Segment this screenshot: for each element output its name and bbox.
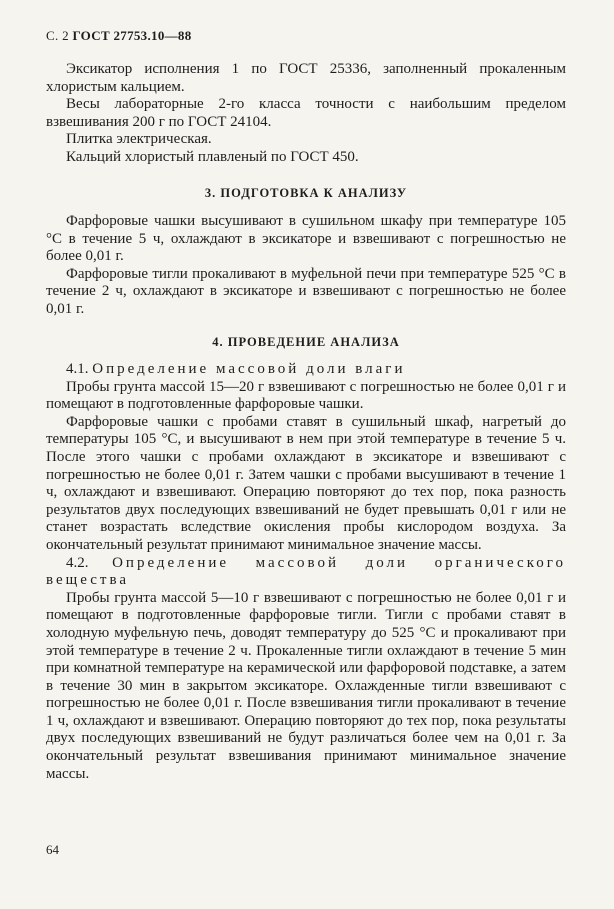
subsection-4-1-heading	[46, 361, 566, 379]
subsection-title: Определение массовой доли влаги	[92, 361, 406, 377]
equipment-list	[46, 61, 566, 167]
subsection-4-2-heading	[46, 555, 566, 590]
equipment-item: Кальций хлористый плавленый по ГОСТ 450.	[66, 148, 359, 165]
equipment-item: Эксикатор исполнения 1 по ГОСТ 25336, заполненный прокаленным хлористым кальцием.	[46, 61, 566, 95]
page-header	[46, 28, 192, 44]
paragraph: Пробы грунта массой 15—20 г взвешивают с погрешностью не более 0,01 г и помещают в подготовленные фарфоровые чашки.	[46, 378, 566, 413]
paragraph: Пробы грунта массой 5—10 г взвешивают с погрешностью не более 0,01 г и помещают в подготовленные фарфоровые тигли. Тигли с пробами ставят в холодную муфельную печь, доводят температуру до 525 °С и прокаливают при этой температуре в течение 2 ч. Прокаленные тигли охлаждают в течение 5 мин при комнатной температуре на керамической или фарфоровой подставке, а затем в течение 30 мин в закрытом эксикаторе. Охлажденные тигли взвешивают с погрешностью не более 0,01 г. После взвешивания тигли прокаливают в течение 1 ч, охлаждают и взвешивают. Операцию повторяют до тех пор, пока результаты двух последующих взвешиваний не будут различаться более чем на 0,01 г. За окончательный результат взвешивания принимают минимальное значение массы.	[46, 589, 566, 782]
standard-code: ГОСТ 27753.10—88	[72, 28, 192, 43]
subsection-number: 4.1.	[66, 361, 89, 377]
page-number: 64	[46, 842, 59, 857]
paragraph: Фарфоровые тигли прокаливают в муфельной печи при температуре 525 °С в течение 2 ч, охлаждают в эксикаторе и взвешивают с погрешностью не более 0,01 г.	[46, 265, 566, 317]
paragraph: Фарфоровые чашки с пробами ставят в сушильный шкаф, нагретый до температуры 105 °С, и высушивают в нем при этой температуре в течение 5 ч. После этого чашки с пробами охлаждают в эксикаторе и взвешивают с погрешностью не более 0,01 г. Затем чашки с пробами высушивают в течение 1 ч, охлаждают и взвешивают. Операцию повторяют до тех пор, пока разность результатов двух последующих взвешиваний не будет превышать 0,01 г или не станет возрастать вследствие окисления пробы кислородом воздуха. За окончательный результат принимают минимальное значение массы.	[46, 413, 566, 553]
section-3-title: 3. ПОДГОТОВКА К АНАЛИЗУ	[204, 186, 408, 200]
section-4-body	[46, 361, 566, 783]
section-3-body	[46, 213, 566, 319]
equipment-item: Весы лабораторные 2-го класса точности с наибольшим пределом взвешивания 200 г по ГОСТ 24104.	[46, 96, 566, 130]
subsection-title: Определение массовой доли органического вещества	[46, 554, 566, 589]
paragraph: Фарфоровые чашки высушивают в сушильном шкафу при температуре 105 °С в течение 5 ч, охлаждают в эксикаторе и взвешивают с погрешностью не более 0,01 г.	[46, 213, 566, 265]
equipment-item: Плитка электрическая.	[66, 131, 212, 148]
subsection-number: 4.2.	[66, 554, 89, 571]
page-reference: С. 2	[46, 28, 69, 43]
section-4-title: 4. ПРОВЕДЕНИЕ АНАЛИЗА	[212, 335, 400, 349]
